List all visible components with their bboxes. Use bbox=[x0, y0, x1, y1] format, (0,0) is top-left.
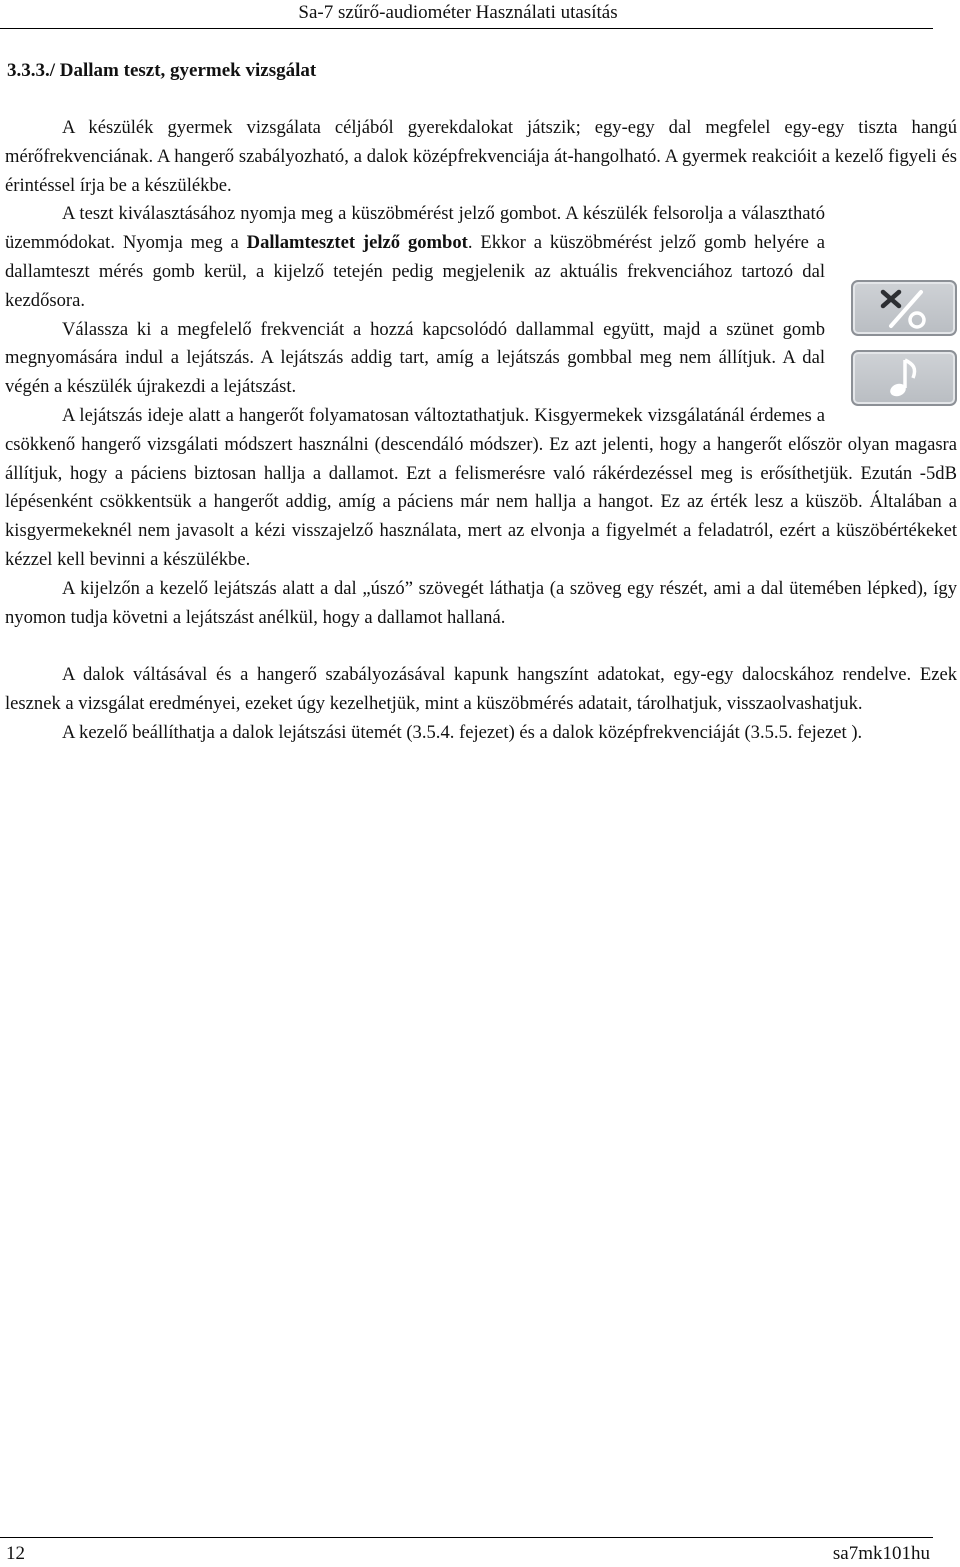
paragraph-display-lyrics: A kijelzőn a kezelő lejátszás alatt a dal „úszó” szövegét láthatja (a szöveg egy részét, ami a dal ütemében lépked), így nyomon tudja követni a lejátszást anélkül, hogy a dallamot hallaná. bbox=[5, 577, 957, 628]
paragraph-select-test-part2: . Ekkor a küszöbmérést jelző gomb helyére a dallamteszt mérés gomb kerül, a kijelző tetején pedig megjelenik az aktuális frekvenciához tartozó dal kezdősora. bbox=[5, 232, 825, 311]
page-number: 12 bbox=[6, 1543, 25, 1564]
button-illustrations bbox=[839, 280, 957, 420]
page-header-title: Sa-7 szűrő-audiométer Használati utasítás bbox=[298, 2, 618, 23]
paragraph-select-test bbox=[5, 200, 957, 315]
paragraph-settings-reference: A kezelő beállíthatja a dalok lejátszási ütemét (3.5.4. fejezet) és a dalok középfrekvenciáját (3.5.5. fejezet ). bbox=[62, 721, 863, 743]
section-heading: 3.3.3./ Dallam teszt, gyermek vizsgálat bbox=[7, 60, 317, 81]
paragraph-results: A dalok váltásával és a hangerő szabályozásával kapunk hangszínt adatokat, egy-egy dalocskához rendelve. Ezek lesznek a vizsgálat eredményei, ezeket úgy kezelhetjük, mint a küszöbmérés adatait, tárolhatjuk, visszaolvashatjuk. bbox=[5, 664, 957, 714]
music-note-icon bbox=[851, 350, 957, 406]
paragraph-intro: A készülék gyermek vizsgálata céljából gyerekdalokat játszik; egy-egy dal megfelel egy-egy tiszta hangú mérőfrekvenciának. A hangerő szabályozható, a dalok középfrekvenciája át-hangolható. A gyermek reakcióit a kezelő figyeli és érintéssel írja be a készülékbe. bbox=[5, 117, 957, 196]
threshold-percent-icon bbox=[851, 280, 957, 336]
footer-divider bbox=[0, 1537, 933, 1538]
paragraph-volume-method: A lejátszás ideje alatt a hangerőt folyamatosan változtathatjuk. Kisgyermekek vizsgálatánál érdemes a csökkenő hangerő vizsgálati módszert használni (descendáló módszer). Ez azt jelenti, hogy a hangerőt először olyan magasra állítjuk, hogy a páciens biztosan hallja a dallamot. Ezt a felismerésre való rákérdezéssel meg is erősíthetjük. Ezután -5dB lépésenként csökkentsük a hangerőt addig, amíg a páciens már nem hallja a hangot. Ez az érték lesz a küszöb. Általában a kisgyermekeknél nem javasolt a kézi visszajelző használata, mert az elvonja a figyelmét a feladatról, ezért a küszöbértékeket kézzel kell bevinni a készülékbe. bbox=[5, 404, 957, 570]
document-body bbox=[5, 114, 957, 748]
paragraph-select-test-bold: Dallamtesztet jelző gombot bbox=[246, 232, 468, 254]
header-divider bbox=[0, 28, 933, 29]
paragraph-choose-frequency: Válassza ki a megfelelő frekvenciát a hozzá kapcsolódó dallammal együtt, majd a szünet gomb megnyomására indul a lejátszás. A lejátszás addig tart, amíg a lejátszás gombbal meg nem állítjuk. A dal végén a készülék újrakezdi a lejátszást. bbox=[5, 318, 825, 398]
document-code: sa7mk101hu bbox=[832, 1543, 930, 1564]
paragraph-select-test-part1: A teszt kiválasztásához nyomja meg a küszöbmérést jelző gombot. A készülék felsorolja a választható üzemmódokat. Nyomja meg a bbox=[5, 203, 825, 254]
